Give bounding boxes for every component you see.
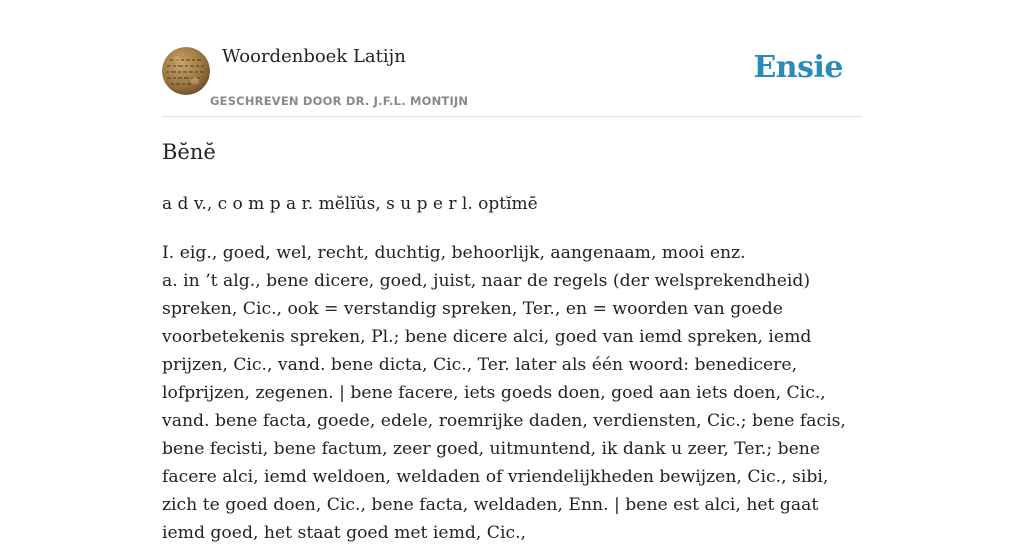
entry-grammar-line: a d v., c o m p a r. mĕlĭŭs, s u p e r l. optĭmē [162, 194, 538, 214]
ensie-logo-link[interactable]: Ensie [753, 50, 843, 85]
page [162, 0, 862, 543]
author-line: GESCHREVEN DOOR DR. J.F.L. MONTIJN [210, 94, 469, 108]
definition-paragraph: a. in ’t alg., bene dicere, goed, juist, naar de regels (der welsprekendheid) spreken, Cic., ook = verstandig spreken, Ter., en = woorden van goede voorbetekenis spreken, Pl.; bene dicere alci, goed van iemd spreken, iemd prijzen, Cic., vand. bene dicta, Cic., Ter. later als één woord: benedicere, lofprijzen, zegenen. | bene facere, iets goeds doen, goed aan iets doen, Cic., vand. bene facta, goede, edele, roemrijke daden, verdiensten, Cic.; bene facis, bene fecisti, bene factum, zeer goed, uitmuntend, ik dank u zeer, Ter.; bene facere alci, iemd weldoen, weldaden of vriendelijkheden bewijzen, Cic., sibi, zich te goed doen, Cic., bene facta, weldaden, Enn. | bene est alci, het gaat iemd goed, het staat goed met iemd, Cic., [162, 271, 846, 543]
site-header [162, 0, 862, 117]
ancient-inscription-icon[interactable] [162, 47, 210, 95]
dictionary-title[interactable]: Woordenboek Latijn [222, 46, 406, 67]
entry-definition [162, 239, 862, 547]
definition-paragraph: I. eig., goed, wel, recht, duchtig, behoorlijk, aangenaam, mooi enz. [162, 243, 746, 263]
entry-headword: Bĕnĕ [162, 140, 216, 164]
